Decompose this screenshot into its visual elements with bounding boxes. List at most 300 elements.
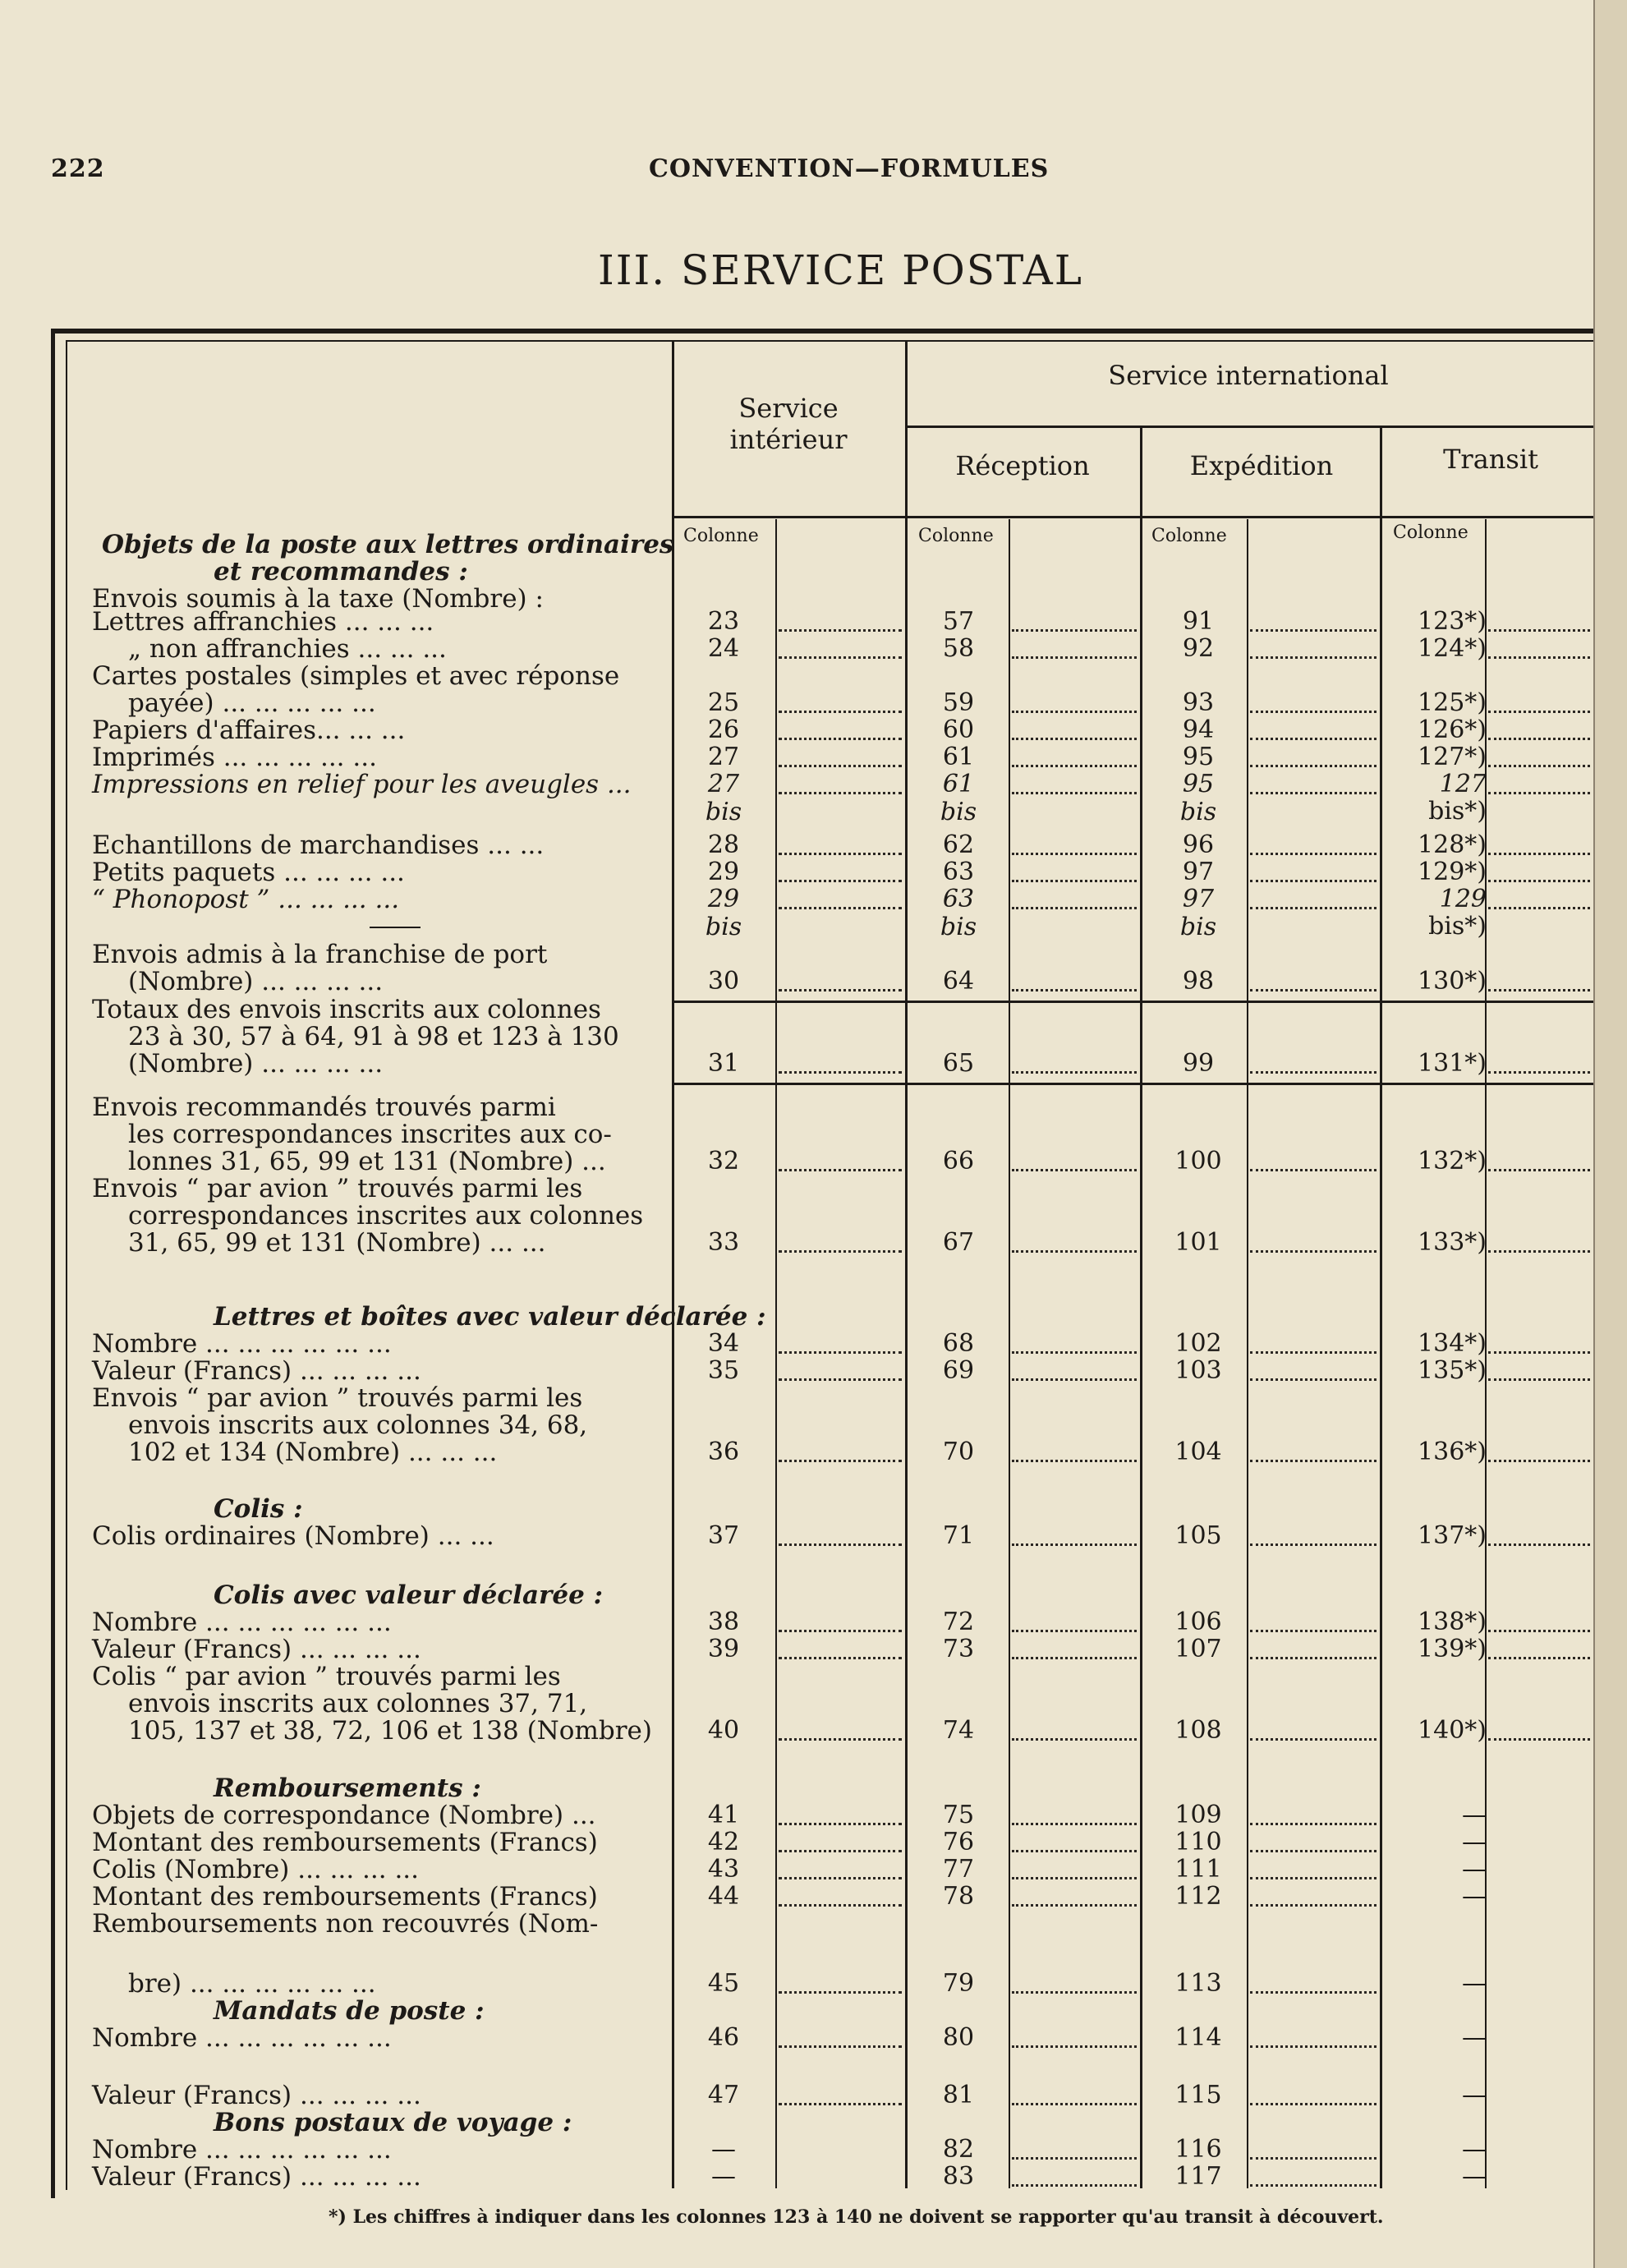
cell-c4: — [1462,1969,1487,1998]
dot-leader [1012,656,1137,659]
dot-leader [1012,765,1137,767]
row-label: Valeur (Francs) ... ... ... ... [92,2162,421,2192]
dot-leader [1250,1630,1377,1632]
cell-c4: bis*) [1428,912,1487,941]
dot-leader [779,989,902,991]
cell-c2: 69 [942,1356,975,1385]
dot-leader [1012,1351,1137,1354]
dot-leader [779,1378,902,1381]
cell-c3: 99 [1182,1049,1215,1078]
dot-leader [1012,907,1137,909]
row-label: Petits paquets ... ... ... ... [92,858,405,887]
rule-h-totals-bottom [672,1083,1593,1085]
cell-c2: 82 [942,2135,975,2164]
cell-c2: 64 [942,967,975,996]
dot-leader [1250,1657,1377,1659]
cell-c2: 73 [942,1635,975,1663]
colonne-label-3: Colonne [1151,526,1227,546]
cell-c3: 102 [1174,1329,1222,1358]
colonne-label-2: Colonne [918,526,994,546]
cell-c4: 128*) [1418,830,1487,859]
rule-v-sub2 [1009,519,1010,2188]
cell-c1: 27 [707,743,740,771]
dot-leader [779,1169,902,1171]
dot-leader [1012,880,1137,882]
cell-c4: — [1462,1882,1487,1911]
row-label: Impressions en relief pour les aveugles ... [92,770,632,799]
row-label: (Nombre) ... ... ... ... [128,967,384,996]
dot-leader [779,711,902,713]
dot-leader [1250,738,1377,740]
row-label: les correspondances inscrites aux co- [128,1120,612,1149]
dot-leader [1488,1738,1590,1741]
cell-c4: 123*) [1418,607,1487,636]
row-label: 23 à 30, 57 à 64, 91 à 98 et 123 à 130 [128,1022,619,1051]
cell-c3: 115 [1174,2081,1222,2109]
cell-c2: 72 [942,1608,975,1636]
cell-c1: 29 [707,858,740,886]
dot-leader [1250,1991,1377,1994]
cell-c4: 126*) [1418,715,1487,744]
cell-c1: 27 bis [705,770,742,826]
row-label: Remboursements non recouvrés (Nom- [92,1909,599,1939]
cell-c1: 24 [707,634,740,663]
row-label: 102 et 134 (Nombre) ... ... ... [128,1438,498,1467]
cell-c3: 109 [1174,1801,1222,1829]
row-label: Imprimés ... ... ... ... ... [92,743,377,772]
dot-leader [1250,792,1377,794]
dot-leader [779,1850,902,1852]
dot-leader [1250,1250,1377,1253]
rule-h-international [905,426,1593,428]
cell-c1: 23 [707,607,740,636]
dot-leader [1250,629,1377,632]
section-title: III. SERVICE POSTAL [598,246,1083,294]
cell-c4: 131*) [1418,1049,1487,1078]
cell-c1: 38 [707,1608,740,1636]
dot-leader [779,738,902,740]
dot-leader [779,1657,902,1659]
cell-c1: 28 [707,830,740,859]
dot-leader [1012,738,1137,740]
header-transit: Transit [1443,444,1538,475]
cell-c2: 70 [942,1438,975,1466]
dot-leader [1250,1378,1377,1381]
cell-c3: 94 [1182,715,1215,744]
colonne-label-4: Colonne [1393,522,1468,543]
dot-leader [1250,765,1377,767]
dot-leader [1250,1877,1377,1879]
cell-c1: 25 [707,688,740,717]
cell-c1: 34 [707,1329,740,1358]
dot-leader [1488,792,1590,794]
dot-leader [1250,1904,1377,1907]
cell-c2: 63 bis [940,885,977,941]
row-label: Objets de la poste aux lettres ordinaires [102,530,674,559]
row-label: payée) ... ... ... ... ... [128,688,376,718]
row-label: Nombre ... ... ... ... ... ... [92,2023,392,2053]
cell-c4: 129*) [1418,858,1487,886]
dot-leader [1488,907,1590,909]
cell-c4: 137*) [1418,1521,1487,1550]
footnote: *) Les chiffres à indiquer dans les colonnes 123 à 140 ne doivent se rapporter qu'au transit à découvert. [329,2206,1384,2228]
dot-leader [779,2045,902,2048]
row-label: Objets de correspondance (Nombre) ... [92,1801,596,1830]
cell-c3: 111 [1174,1855,1222,1884]
row-label: Envois “ par avion ” trouvés parmi les [92,1174,583,1203]
dot-leader [1012,1738,1137,1741]
cell-c4: 134*) [1418,1329,1487,1358]
row-label: Colis (Nombre) ... ... ... ... [92,1855,420,1884]
header-service-international: Service international [1108,360,1389,391]
dot-leader [779,1250,902,1253]
cell-c3: 100 [1174,1147,1222,1175]
dot-leader [1250,1738,1377,1741]
dot-leader [1012,2045,1137,2048]
dot-leader [1012,989,1137,991]
dot-leader [779,1823,902,1825]
dot-leader [1488,656,1590,659]
cell-c3: 107 [1174,1635,1222,1663]
cell-c1: 43 [707,1855,740,1884]
colonne-label-1: Colonne [683,526,759,546]
cell-c2: 61 bis [940,770,977,826]
cell-c4: 136*) [1418,1438,1487,1466]
dot-leader [779,1904,902,1907]
rule-v-reception [1140,427,1142,2188]
cell-c1: 37 [707,1521,740,1550]
cell-c1: 30 [707,967,740,996]
row-label: correspondances inscrites aux colonnes [128,1201,644,1231]
row-label: 31, 65, 99 et 131 (Nombre) ... ... [128,1228,546,1258]
dot-leader [1012,792,1137,794]
row-label: Cartes postales (simples et avec réponse [92,661,620,691]
dot-leader [779,792,902,794]
rule-h-colonne [672,516,1593,518]
dot-leader [1012,1543,1137,1546]
dot-leader [1488,738,1590,740]
dot-leader [1488,1378,1590,1381]
cell-c3: 92 [1182,634,1215,663]
cell-c4: 132*) [1418,1147,1487,1175]
header-reception: Réception [955,450,1090,481]
cell-c3: 110 [1174,1828,1222,1856]
row-label: Valeur (Francs) ... ... ... ... [92,1356,421,1386]
rule-v-sub1 [775,519,777,2188]
cell-c4: — [1462,2162,1487,2191]
cell-c2: 61 [942,743,975,771]
cell-c3: 95 [1182,743,1215,771]
header-service-interieur: Service intérieur [729,393,848,455]
row-label: Lettres et boîtes avec valeur déclarée : [214,1302,766,1332]
cell-c1: 44 [707,1882,740,1911]
cell-c4: 135*) [1418,1356,1487,1385]
dot-leader [779,1460,902,1462]
cell-c4: — [1462,1801,1487,1829]
dot-leader [1250,1071,1377,1074]
rule-v-interieur [905,340,908,2188]
cell-c4: 129 [1439,885,1487,913]
dot-leader [1012,1071,1137,1074]
cell-c4: 125*) [1418,688,1487,717]
dot-leader [779,1991,902,1994]
cell-c2: 75 [942,1801,975,1829]
cell-c4: 127 [1439,770,1487,798]
cell-c1: 29 bis [705,885,742,941]
dot-leader [1250,880,1377,882]
dot-leader [1012,1630,1137,1632]
cell-c4: — [1462,2081,1487,2109]
dot-leader [1250,1351,1377,1354]
dot-leader [1012,629,1137,632]
dot-leader [1250,2045,1377,2048]
dot-leader [1488,711,1590,713]
dot-leader [1012,711,1137,713]
cell-c1: 41 [707,1801,740,1829]
dot-leader [779,765,902,767]
row-label: Envois soumis à la taxe (Nombre) : [92,584,544,614]
cell-c2: 77 [942,1855,975,1884]
cell-c2: 66 [942,1147,975,1175]
dot-leader [1488,1071,1590,1074]
cell-c1: — [711,2162,736,2191]
cell-c4: — [1462,2023,1487,2052]
dot-leader [1488,1657,1590,1659]
row-label: Totaux des envois inscrits aux colonnes [92,995,601,1024]
cell-c3: 112 [1174,1882,1222,1911]
cell-c2: 83 [942,2162,975,2191]
cell-c3: 104 [1174,1438,1222,1466]
dot-leader [1012,2184,1137,2187]
dot-leader [1250,989,1377,991]
row-label: Montant des remboursements (Francs) [92,1882,598,1911]
cell-c2: 76 [942,1828,975,1856]
dot-leader [1488,1250,1590,1253]
dot-leader [779,880,902,882]
dot-leader [779,1738,902,1741]
cell-c3: 97 bis [1179,885,1217,941]
dot-leader [1488,1351,1590,1354]
dot-leader [1012,1904,1137,1907]
dot-leader [1250,2184,1377,2187]
cell-c1: 35 [707,1356,740,1385]
rule-v-expedition [1380,427,1382,2188]
cell-c1: — [711,2135,736,2164]
dot-leader [1488,1630,1590,1632]
cell-c3: 105 [1174,1521,1222,1550]
cell-c3: 108 [1174,1716,1222,1745]
row-label: Colis “ par avion ” trouvés parmi les [92,1662,561,1691]
cell-c1: 31 [707,1049,740,1078]
dot-leader [1012,1460,1137,1462]
cell-c2: 79 [942,1969,975,1998]
cell-c3: 91 [1182,607,1215,636]
cell-c3: 95 bis [1179,770,1217,826]
cell-c2: 58 [942,634,975,663]
row-label: bre) ... ... ... ... ... ... [128,1969,376,1999]
dot-leader [1250,1169,1377,1171]
cell-c4: 127*) [1418,743,1487,771]
dot-leader [1250,711,1377,713]
row-label: Nombre ... ... ... ... ... ... [92,1608,392,1637]
dot-leader [779,1351,902,1354]
row-label: Colis ordinaires (Nombre) ... ... [92,1521,494,1551]
row-label: lonnes 31, 65, 99 et 131 (Nombre) ... [128,1147,606,1176]
cell-c2: 67 [942,1228,975,1257]
cell-c2: 74 [942,1716,975,1745]
dot-leader [1012,1991,1137,1994]
cell-c1: 46 [707,2023,740,2052]
cell-c4: 130*) [1418,967,1487,996]
cell-c2: 57 [942,607,975,636]
cell-c1: 36 [707,1438,740,1466]
row-label: Mandats de poste : [214,1996,485,2026]
cell-c3: 103 [1174,1356,1222,1385]
dot-leader [1012,853,1137,855]
dot-leader [1488,1169,1590,1171]
cell-c3: 96 [1182,830,1215,859]
dot-leader [1012,1657,1137,1659]
dot-leader [1250,2157,1377,2160]
cell-c2: 80 [942,2023,975,2052]
row-label: Valeur (Francs) ... ... ... ... [92,1635,421,1664]
cell-c3: 98 [1182,967,1215,996]
cell-c3: 101 [1174,1228,1222,1257]
dot-leader [1488,629,1590,632]
row-label: Papiers d'affaires... ... ... [92,715,406,745]
header-expedition: Expédition [1189,450,1334,481]
dot-leader [1012,1378,1137,1381]
rule-v-sub3 [1247,519,1248,2188]
dot-leader [1488,1543,1590,1546]
cell-c4: — [1462,1855,1487,1884]
cell-c2: 68 [942,1329,975,1358]
cell-c1: 42 [707,1828,740,1856]
cell-c2: 62 [942,830,975,859]
dot-leader [1488,853,1590,855]
cell-c4: 124*) [1418,634,1487,663]
dot-leader [1488,1460,1590,1462]
cell-c4: 133*) [1418,1228,1487,1257]
cell-c4: bis*) [1428,797,1487,826]
row-label: envois inscrits aux colonnes 37, 71, [128,1689,588,1718]
dot-leader [779,853,902,855]
row-label: Envois recommandés trouvés parmi [92,1093,556,1122]
row-label: envois inscrits aux colonnes 34, 68, [128,1410,588,1440]
cell-c3: 97 [1182,858,1215,886]
cell-c2: 71 [942,1521,975,1550]
cell-c4: — [1462,1828,1487,1856]
cell-c3: 116 [1174,2135,1222,2164]
row-label: Envois “ par avion ” trouvés parmi les [92,1383,583,1413]
cell-c2: 65 [942,1049,975,1078]
dot-leader [1012,1877,1137,1879]
row-label: Colis : [214,1494,303,1524]
dot-leader [779,1877,902,1879]
row-label: Valeur (Francs) ... ... ... ... [92,2081,421,2110]
cell-c2: 63 [942,858,975,886]
dot-leader [1012,1250,1137,1253]
cell-c4: 138*) [1418,1608,1487,1636]
row-label: Nombre ... ... ... ... ... ... [92,1329,392,1359]
row-label: Echantillons de marchandises ... ... [92,830,545,860]
dot-leader [779,1630,902,1632]
dot-leader [1250,1823,1377,1825]
cell-c4: 140*) [1418,1716,1487,1745]
dot-leader [1488,880,1590,882]
dot-leader [1250,907,1377,909]
dot-leader [779,656,902,659]
row-label: Bons postaux de voyage : [214,2108,572,2137]
row-label: Remboursements : [214,1773,481,1803]
row-label: „ non affranchies ... ... ... [128,634,447,664]
dot-leader [779,1071,902,1074]
row-label: Nombre ... ... ... ... ... ... [92,2135,392,2164]
cell-c1: 47 [707,2081,740,2109]
page-number: 222 [51,154,105,183]
cell-c4: 139*) [1418,1635,1487,1663]
row-label: Envois admis à la franchise de port [92,940,548,969]
cell-c2: 81 [942,2081,975,2109]
dot-leader [1250,656,1377,659]
dot-leader [1250,1850,1377,1852]
dot-leader [1012,1169,1137,1171]
dot-leader [1250,853,1377,855]
cell-c1: 45 [707,1969,740,1998]
cell-c2: 59 [942,688,975,717]
row-label: 105, 137 et 38, 72, 106 et 138 (Nombre) [128,1716,652,1746]
dot-leader [779,629,902,632]
row-label: (Nombre) ... ... ... ... [128,1049,384,1079]
dot-leader [1012,1850,1137,1852]
cell-c3: 106 [1174,1608,1222,1636]
cell-c2: 78 [942,1882,975,1911]
running-title: CONVENTION—FORMULES [649,154,1050,183]
cell-c3: 113 [1174,1969,1222,1998]
cell-c3: 117 [1174,2162,1222,2191]
dot-leader [1012,1823,1137,1825]
rule-v-label [672,340,674,2188]
rule-h-totals-top [672,1001,1593,1003]
dot-leader [1012,2157,1137,2160]
short-rule-1 [370,927,421,928]
cell-c1: 33 [707,1228,740,1257]
cell-c1: 40 [707,1716,740,1745]
cell-c3: 114 [1174,2023,1222,2052]
dot-leader [1250,1543,1377,1546]
cell-c3: 93 [1182,688,1215,717]
facing-page-edge [1593,0,1627,2268]
row-label: et recommandes : [214,557,468,587]
dot-leader [1250,2103,1377,2105]
cell-c4: — [1462,2135,1487,2164]
dot-leader [779,2103,902,2105]
dot-leader [1012,2103,1137,2105]
row-label: Lettres affranchies ... ... ... [92,607,434,637]
row-label: Montant des remboursements (Francs) [92,1828,598,1857]
dot-leader [779,1543,902,1546]
cell-c1: 39 [707,1635,740,1663]
row-label: “ Phonopost ” ... ... ... ... [92,885,400,914]
dot-leader [779,907,902,909]
dot-leader [1250,1460,1377,1462]
cell-c1: 32 [707,1147,740,1175]
row-label: Colis avec valeur déclarée : [214,1580,604,1610]
cell-c1: 26 [707,715,740,744]
dot-leader [1488,765,1590,767]
dot-leader [1488,989,1590,991]
cell-c2: 60 [942,715,975,744]
